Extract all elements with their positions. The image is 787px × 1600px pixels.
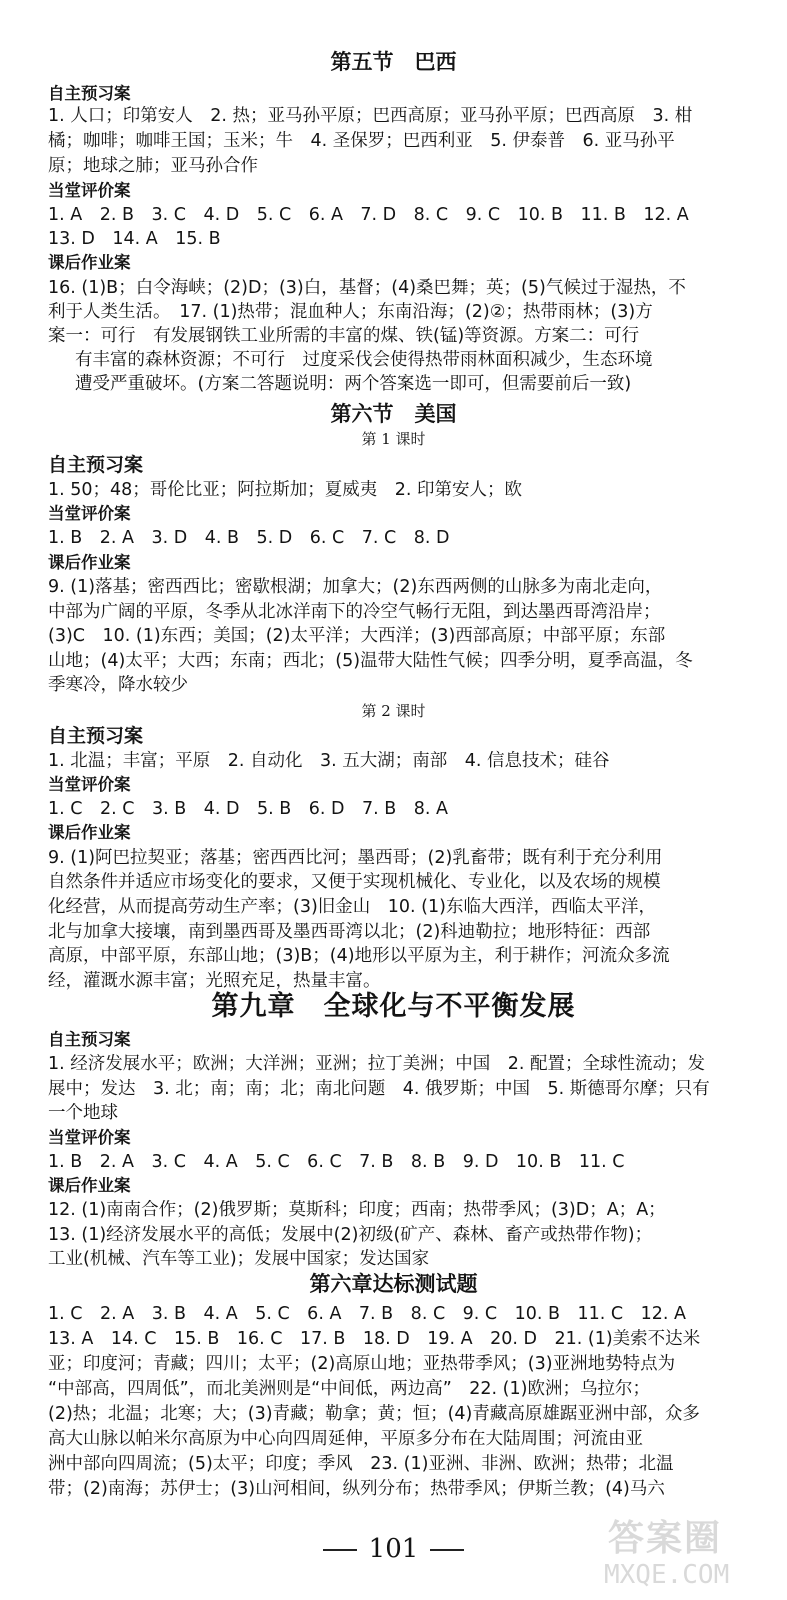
- answer-line: 遭受严重破坏。(方案二答题说明：两个答案选一即可，但需要前后一致): [75, 374, 632, 394]
- heading-homework-usa1: 课后作业案: [48, 553, 131, 572]
- answer-line: 自然条件并适应市场变化的要求，又便于实现机械化、专业化，以及农场的规模: [48, 872, 661, 892]
- answer-line: 1. C 2. C 3. B 4. D 5. B 6. D 7. B 8. A: [48, 799, 448, 819]
- watermark-logo: [600, 1510, 780, 1595]
- answer-line: 有丰富的森林资源；不可行 过度采伐会使得热带雨林面积减少，生态环境: [75, 350, 653, 370]
- heading-homework-usa2: 课后作业案: [48, 823, 131, 842]
- answer-line: 1. 人口；印第安人 2. 热；亚马孙平原；巴西高原；亚马孙平原；巴西高原 3. 柑: [48, 106, 693, 126]
- lesson-title-1: 第 1 课时: [361, 430, 426, 448]
- answer-line: 16. (1)B；白令海峡；(2)D；(3)白，基督；(4)桑巴舞；英；(5)气候过于湿热，不: [48, 278, 686, 298]
- answer-line: 工业(机械、汽车等工业)；发展中国家；发达国家: [48, 1249, 430, 1269]
- answer-line: 展中；发达 3. 北；南；南；北；南北问题 4. 俄罗斯；中国 5. 斯德哥尔摩；只有: [48, 1079, 710, 1099]
- answer-line: 案一：可行 有发展钢铁工业所需的丰富的煤、铁(锰)等资源。方案二：可行: [48, 326, 640, 346]
- answer-line: 12. (1)南南合作；(2)俄罗斯；莫斯科；印度；西南；热带季风；(3)D；A；A；: [48, 1200, 666, 1220]
- watermark-en: MXQE.COM: [604, 1560, 730, 1590]
- heading-classroom-usa1: 当堂评价案: [48, 504, 131, 523]
- heading-preview-usa2: 自主预习案: [48, 725, 144, 747]
- answer-line: (3)C 10. (1)东西；美国；(2)太平洋；大西洋；(3)西部高原；中部平原；东部: [48, 626, 666, 646]
- answer-line: 原；地球之肺；亚马孙合作: [48, 156, 258, 176]
- heading-preview-usa1: 自主预习案: [48, 454, 144, 476]
- answer-line: 季寒冷，降水较少: [48, 675, 188, 695]
- answer-line: 1. 经济发展水平；欧洲；大洋洲；亚洲；拉丁美洲；中国 2. 配置；全球性流动；发: [48, 1054, 706, 1074]
- chapter-title: 第九章 全球化与不平衡发展: [211, 991, 576, 1022]
- answer-line: 中部为广阔的平原，冬季从北冰洋南下的冷空气畅行无阻，到达墨西哥湾沿岸；: [48, 602, 661, 622]
- answer-line: 高大山脉以帕米尔高原为中心向四周延伸，平原多分布在大陆周围；河流由亚: [48, 1429, 643, 1449]
- page-number-dash-left: [323, 1549, 357, 1551]
- heading-preview-ch9: 自主预习案: [48, 1030, 131, 1049]
- answer-line: 1. B 2. A 3. D 4. B 5. D 6. C 7. C 8. D: [48, 528, 450, 548]
- answer-line: (2)热；北温；北寒；大；(3)青藏；勒拿；黄；恒；(4)青藏高原雄踞亚洲中部，众多: [48, 1404, 700, 1424]
- heading-classroom-usa2: 当堂评价案: [48, 775, 131, 794]
- answer-line: 利于人类生活。 17. (1)热带；混血种人；东南沿海；(2)②；热带雨林；(3)方: [48, 302, 653, 322]
- answer-line: 1. 北温；丰富；平原 2. 自动化 3. 五大湖；南部 4. 信息技术；硅谷: [48, 751, 610, 771]
- heading-classroom-brazil: 当堂评价案: [48, 181, 131, 200]
- answer-line: 橘；咖啡；咖啡王国；玉米；牛 4. 圣保罗；巴西利亚 5. 伊泰普 6. 亚马孙平: [48, 131, 675, 151]
- answer-line: 北与加拿大接壤，南到墨西哥及墨西哥湾以北；(2)科迪勒拉；地形特征：西部: [48, 922, 651, 942]
- answer-line: 1. B 2. A 3. C 4. A 5. C 6. C 7. B 8. B 9. D 10. B 11. C: [48, 1152, 625, 1172]
- section-title-brazil: 第五节 巴西: [330, 49, 457, 74]
- heading-homework-brazil: 课后作业案: [48, 253, 131, 272]
- answer-line: 1. C 2. A 3. B 4. A 5. C 6. A 7. B 8. C 9. C 10. B 11. C 12. A: [48, 1304, 687, 1324]
- answer-line: 高原，中部平原，东部山地；(3)B；(4)地形以平原为主，利于耕作；河流众多流: [48, 946, 670, 966]
- answer-line: 13. (1)经济发展水平的高低；发展中(2)初级(矿产、森林、畜产或热带作物)；: [48, 1225, 653, 1245]
- heading-preview-brazil: 自主预习案: [48, 84, 131, 103]
- answer-line: 13. D 14. A 15. B: [48, 229, 221, 249]
- page-number-text: 101: [368, 1534, 419, 1564]
- test-title: 第六章达标测试题: [309, 1271, 478, 1296]
- answer-line: 1. A 2. B 3. C 4. D 5. C 6. A 7. D 8. C 9. C 10. B 11. B 12. A: [48, 205, 689, 225]
- section-title-usa: 第六节 美国: [330, 401, 457, 426]
- heading-classroom-ch9: 当堂评价案: [48, 1128, 131, 1147]
- lesson-title-2: 第 2 课时: [361, 702, 426, 720]
- answer-line: 1. 50；48；哥伦比亚；阿拉斯加；夏威夷 2. 印第安人；欧: [48, 480, 523, 500]
- answer-line: 9. (1)阿巴拉契亚；落基；密西西比河；墨西哥；(2)乳畜带；既有利于充分利用: [48, 848, 663, 868]
- answer-line: “中部高，四周低”，而北美洲则是“中间低，两边高” 22. (1)欧洲；乌拉尔；: [48, 1379, 650, 1399]
- heading-homework-ch9: 课后作业案: [48, 1176, 131, 1195]
- answer-line: 洲中部向四周流；(5)太平；印度；季风 23. (1)亚洲、非洲、欧洲；热带；北温: [48, 1454, 674, 1474]
- watermark-cn: 答案圈: [608, 1518, 723, 1559]
- answer-line: 亚；印度河；青藏；四川；太平；(2)高原山地；亚热带季风；(3)亚洲地势特点为: [48, 1354, 676, 1374]
- answer-line: 13. A 14. C 15. B 16. C 17. B 18. D 19. A 20. D 21. (1)美索不达米: [48, 1329, 701, 1349]
- answer-line: 带；(2)南海；苏伊士；(3)山河相间，纵列分布；热带季风；伊斯兰教；(4)马六: [48, 1479, 665, 1499]
- page-number-dash-right: [430, 1549, 464, 1551]
- answer-line: 经，灌溉水源丰富；光照充足，热量丰富。: [48, 971, 381, 991]
- answer-line: 山地；(4)太平；大西；东南；西北；(5)温带大陆性气候；四季分明，夏季高温，冬: [48, 651, 693, 671]
- answer-line: 一个地球: [48, 1103, 118, 1123]
- answer-line: 化经营，从而提高劳动生产率；(3)旧金山 10. (1)东临大西洋，西临太平洋，: [48, 897, 656, 917]
- answer-line: 9. (1)落基；密西西比；密歇根湖；加拿大；(2)东西两侧的山脉多为南北走向，: [48, 577, 663, 597]
